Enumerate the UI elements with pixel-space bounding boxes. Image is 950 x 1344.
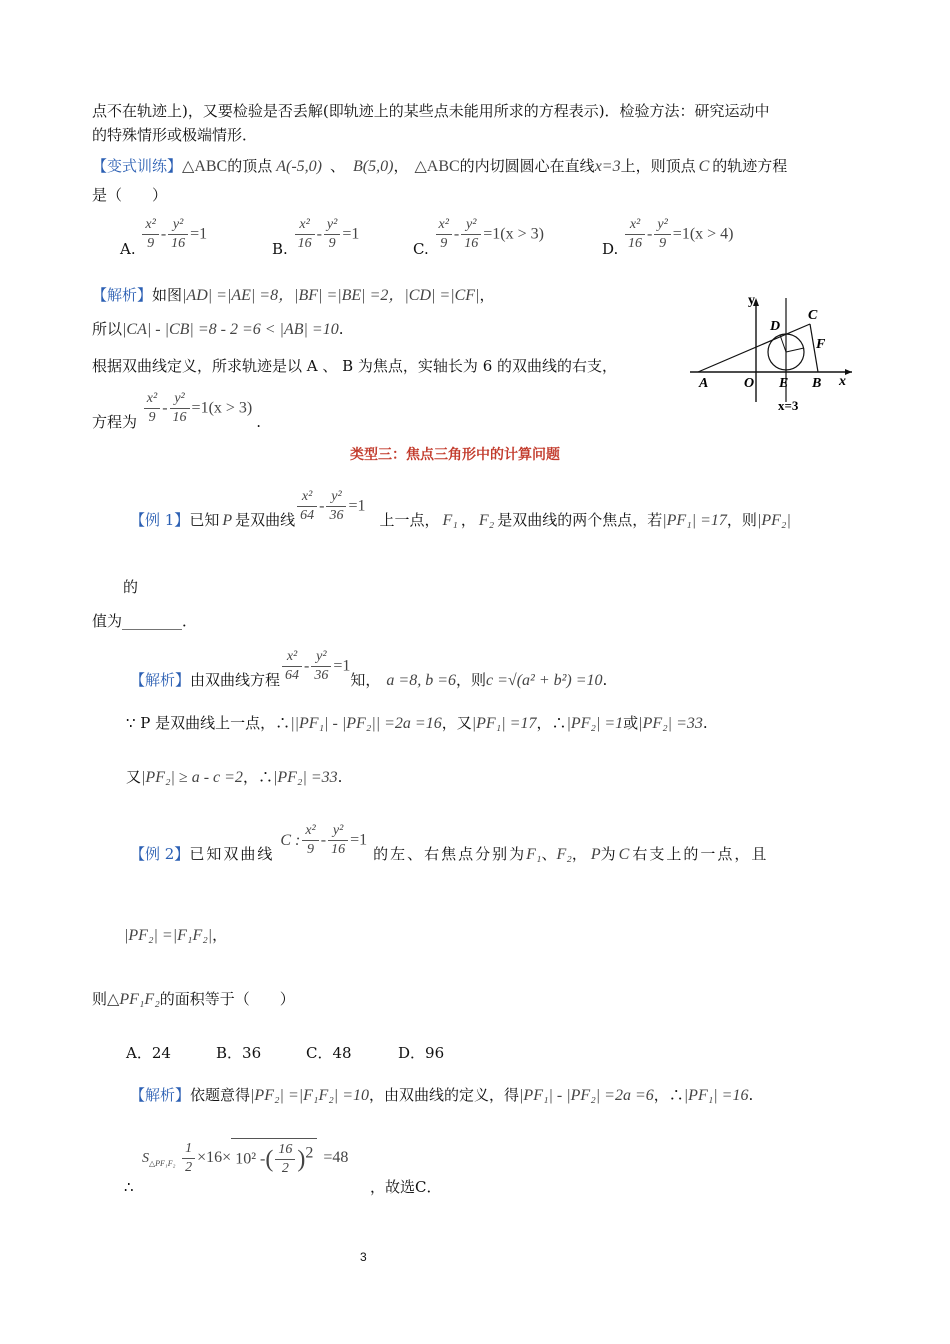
triangle-abc: △ABC <box>182 158 228 175</box>
example2-question: 【例 2】已知双曲线C : $\frac{\text{x²}}{9}$ - $\frac{\text{y²}}{16}$ =1的左、右焦点分别为F₁、F₂， P为 C 右支上的一点，且 <box>130 823 769 863</box>
frac-den: 16 <box>461 234 481 253</box>
point-a: A(-5,0) <box>276 158 322 175</box>
q-text: 为 <box>600 844 616 863</box>
frac-den: 36 <box>311 666 331 685</box>
example1-solution-3 <box>126 766 342 789</box>
frac-den: 64 <box>297 506 317 525</box>
q-text: 已知 <box>189 510 220 529</box>
example2-option-b[interactable]: B．36 <box>216 1044 262 1062</box>
equation-rhs: =1 <box>348 497 366 515</box>
solution-text: 知， <box>350 670 381 689</box>
q-text: ， <box>571 844 587 863</box>
math-expr: ，|BF| =|BE| =2 <box>278 287 389 304</box>
frac-num: y² <box>466 217 477 232</box>
math-expr: |PF₁| =16 <box>683 1087 749 1104</box>
frac-den: 9 <box>324 234 340 253</box>
curve-c: C : <box>280 831 301 849</box>
frac-den: 9 <box>654 234 670 253</box>
solution-text: 依题意得 <box>190 1086 251 1104</box>
frac-num: x² <box>286 649 298 664</box>
solution-text: ，又 <box>441 714 472 732</box>
frac-num: x² <box>299 217 310 232</box>
frac-num: y² <box>326 217 338 232</box>
variant-solution-line-2 <box>92 318 343 341</box>
equation-rhs: =1(x > 3) <box>191 399 253 417</box>
variant-question-2: 是（ ） <box>92 186 168 204</box>
frac-den: 9 <box>436 234 452 253</box>
label-d: D <box>770 319 781 334</box>
option-d[interactable]: D. $\frac{\text{x²}}{16}$ - $\frac{\text{y²}}{9}$ =1(x > 4) <box>602 217 734 258</box>
punct: . <box>256 412 262 431</box>
example1-blank: 值为________． <box>92 612 198 630</box>
frac-den: 16 <box>168 234 188 253</box>
comma: ， <box>393 157 409 175</box>
label-x3: x=3 <box>778 398 799 413</box>
math-expr: |PF₁| - |PF₂| =2a =6 <box>519 1087 654 1104</box>
solution-text: 由双曲线方程 <box>190 670 281 689</box>
math-expr: |PF₂| =33 <box>638 715 703 732</box>
punct: . <box>702 714 708 732</box>
frac-num: y² <box>657 217 668 232</box>
q-text: 上一点， <box>379 510 440 529</box>
frac-num: x² <box>301 489 313 504</box>
equation-rhs: =1 <box>350 831 368 849</box>
variant-tag: 【变式训练】 <box>92 157 183 175</box>
punct: . <box>602 670 608 689</box>
frac-num: x² <box>305 823 316 838</box>
solution-text: ，由双曲线的定义，得 <box>369 1086 520 1104</box>
variant-solution-line-4: 方程为 $\frac{\text{x²}}{9}$ - $\frac{\text{y²}}{16}$ =1(x > 3). <box>92 391 262 431</box>
q-text: 已知双曲线 <box>189 844 275 863</box>
example1-tag: 【例 1】 <box>130 510 190 529</box>
equation-rhs: =1(x > 4) <box>672 225 734 243</box>
section-title: 类型三：焦点三角形中的计算问题 <box>350 447 560 463</box>
separator: 、 <box>541 844 557 863</box>
math-expr: |PF₂| =33 <box>272 769 338 786</box>
math-expr: ，|CD| =|CF| <box>388 287 480 304</box>
frac-num: y² <box>174 391 185 406</box>
equation-rhs: =1 <box>333 657 351 675</box>
y-label: y <box>748 293 755 308</box>
option-b[interactable]: B. $\frac{\text{x²}}{16}$ - $\frac{\text{y²}}{9}$ =1 <box>272 217 360 258</box>
side-ac <box>698 324 810 372</box>
frac-num: x² <box>146 391 158 406</box>
solution-text: 又 <box>126 768 142 786</box>
frac-den: 2 <box>182 1158 195 1177</box>
solution-text: 方程为 <box>92 412 138 431</box>
math-expr: ||PF₁| - |PF₂|| =2a =16 <box>290 715 442 732</box>
label-c: C <box>808 308 818 323</box>
variant-solution-line-3: 根据双曲线定义，所求轨迹是以 A 、 B 为焦点，实轴长为 6 的双曲线的右支， <box>92 357 618 375</box>
solution-text: ，∴ <box>653 1086 684 1104</box>
therefore-symbol: ∴ <box>124 1178 134 1196</box>
variant-text-2: 的内切圆圆心在直线 <box>459 157 595 175</box>
condition: |PF₁| =17 <box>662 511 727 529</box>
math-expr: 10² - <box>235 1150 266 1168</box>
triangle-pf1f2: △PF₁F₂ <box>107 991 160 1008</box>
q-text: 是双曲线 <box>235 510 296 529</box>
solution-text: 或 <box>623 714 639 732</box>
solution-text: 如图 <box>152 286 183 304</box>
option-c[interactable]: C. $\frac{\text{x²}}{9}$ - $\frac{\text{y²}}{16}$ =1(x > 3) <box>413 217 544 258</box>
incircle-diagram <box>686 290 856 418</box>
punct: . <box>748 1086 754 1104</box>
option-label: A. <box>120 239 136 258</box>
frac-den: 16 <box>295 234 315 253</box>
frac-den: 9 <box>302 840 318 859</box>
solution-text: ，∴ <box>242 768 273 786</box>
frac-den: 16 <box>328 840 348 859</box>
solution-text: ，∴ <box>536 714 567 732</box>
ask-expr: |PF₂| <box>756 511 791 529</box>
variant-solution-line-1 <box>92 284 494 307</box>
option-a[interactable]: A. $\frac{\text{x²}}{9}$ - $\frac{\text{y²}}{16}$ =1 <box>120 217 208 258</box>
solution-tag: 【解析】 <box>130 670 191 689</box>
equation-rhs: =1 <box>342 225 360 243</box>
frac-den: 9 <box>142 234 158 253</box>
power: 2 <box>305 1144 314 1162</box>
frac-den: 64 <box>282 666 302 685</box>
example1-text-de: 的 <box>123 578 139 596</box>
vertex-c: C <box>698 158 710 175</box>
line-x3: x=3 <box>594 158 621 175</box>
radius-d <box>780 335 786 352</box>
solution-tag: 【解析】 <box>130 1086 191 1104</box>
math-expr: |PF₂| =|F₁F₂| =10 <box>250 1087 369 1104</box>
curve-label-c: C <box>618 845 630 863</box>
point-p: P <box>590 845 601 863</box>
frac-den: 16 <box>625 234 645 253</box>
frac-den: 9 <box>144 408 160 427</box>
solution-text: 所以 <box>92 320 123 338</box>
punct: . <box>337 768 343 786</box>
math-expr: |PF₁| =17 <box>471 715 537 732</box>
area-sub: △PF₁F₂ <box>149 1159 176 1168</box>
example2-solution-1 <box>130 1084 753 1107</box>
equation-rhs: =1(x > 3) <box>483 225 544 243</box>
label-f: F <box>816 337 826 352</box>
math-expr: |CA| - |CB| =8 - 2 =6 < |AB| =10 <box>122 321 339 338</box>
variant-question <box>92 155 787 178</box>
q-text: 的面积等于（ ） <box>159 990 295 1008</box>
point-p: P <box>222 511 233 529</box>
variant-text-3: 上，则顶点 <box>620 157 696 175</box>
q-text: ，则 <box>726 510 757 529</box>
intro-line-1: 点不在轨迹上)，又要检验是否丢解(即轨迹上的某些点未能用所求的方程表示)．检验方法：研究运动中 <box>92 102 770 120</box>
punct: ， <box>479 286 495 304</box>
example2-tag: 【例 2】 <box>130 844 190 863</box>
area-s: S <box>142 1151 149 1166</box>
separator: 、 <box>330 157 346 175</box>
math-expr: |PF₂| ≥ a - c =2 <box>141 769 243 786</box>
focus-f2: F₂ <box>478 511 495 529</box>
frac-num: 16 <box>278 1142 293 1157</box>
example1-solution-2 <box>126 712 708 735</box>
label-b: B <box>812 376 822 391</box>
x-axis-arrow <box>845 369 852 375</box>
solution-text: ∵ P 是双曲线上一点，∴ <box>126 714 291 732</box>
label-o: O <box>744 376 755 391</box>
frac-num: 1 <box>185 1140 193 1156</box>
math-expr: c =√(a² + b²) =10 <box>486 671 603 689</box>
variant-text: 的顶点 <box>227 157 273 175</box>
math-expr: a =8, b =6 <box>386 671 456 689</box>
frac-den: 36 <box>326 506 346 525</box>
label-e: E <box>779 376 789 391</box>
q-text: 是双曲线的两个焦点，若 <box>497 510 663 529</box>
frac-num: x² <box>629 217 641 232</box>
x-label: x <box>839 374 846 389</box>
focus-f1: F₁ <box>442 511 458 529</box>
focus-f2: F₂ <box>556 845 572 863</box>
frac-num: x² <box>438 217 449 232</box>
variant-text-4: 的轨迹方程 <box>712 157 788 175</box>
option-label: B. <box>272 239 288 258</box>
solution-text: ，则 <box>456 670 487 689</box>
q-text: 则 <box>92 990 108 1008</box>
frac-num: y² <box>331 489 342 504</box>
example2-condition <box>124 924 227 947</box>
page-number: 3 <box>360 1250 367 1264</box>
frac-den: 16 <box>170 408 190 427</box>
example2-option-c[interactable]: C．48 <box>306 1044 352 1062</box>
frac-num: y² <box>332 823 344 838</box>
equation-rhs: =48 <box>323 1149 349 1166</box>
frac-num: y² <box>172 217 184 232</box>
focus-f1: F₁ <box>526 845 542 863</box>
math-expr: |PF₂| =1 <box>566 715 624 732</box>
example2-conclusion: ，故选C． <box>370 1178 442 1196</box>
triangle-abc-2: △ABC <box>414 158 460 175</box>
math-expr: ×16× <box>197 1149 232 1166</box>
punct: . <box>338 320 344 338</box>
example1-question: 【例 1】已知 P 是双曲线 $\frac{\text{x²}}{64}$ - $\frac{\text{y²}}{36}$ =1上一点， F₁ ， F₂ 是双曲线的两个焦点，若|PF₁| =17，则|PF₂| <box>130 489 791 529</box>
punct: ， <box>212 926 228 944</box>
equation-rhs: =1 <box>190 225 208 243</box>
frac-num: x² <box>145 217 156 232</box>
example2-solution-2 <box>142 1138 348 1178</box>
point-b: B(5,0) <box>353 158 394 175</box>
sqrt-radicand: 10² -( $\frac{16}{2}$ )$^2$ <box>231 1138 317 1178</box>
example1-solution-1: 【解析】由双曲线方程 $\frac{\text{x²}}{64}$ - $\frac{\text{y²}}{36}$ =1知， a =8, b =6，则c =√(a² + b²) =10. <box>130 649 608 689</box>
label-a: A <box>699 376 709 391</box>
option-label: D. <box>602 239 619 258</box>
q-text: 右支上的一点，且 <box>632 844 769 863</box>
math-expr: |AD| =|AE| =8 <box>182 287 279 304</box>
example2-option-d[interactable]: D．96 <box>398 1044 445 1062</box>
example2-question-2 <box>92 988 295 1011</box>
intro-line-2: 的特殊情形或极端情形． <box>92 126 258 144</box>
frac-num: y² <box>316 649 327 664</box>
q-text: 的左、右焦点分别为 <box>373 844 527 863</box>
frac-den: 2 <box>275 1159 295 1178</box>
option-label: C. <box>413 239 429 258</box>
radius-f <box>786 348 804 352</box>
solution-tag: 【解析】 <box>92 286 153 304</box>
condition: |PF₂| =|F₁F₂| <box>124 927 213 944</box>
example2-option-a[interactable]: A．24 <box>126 1044 171 1062</box>
